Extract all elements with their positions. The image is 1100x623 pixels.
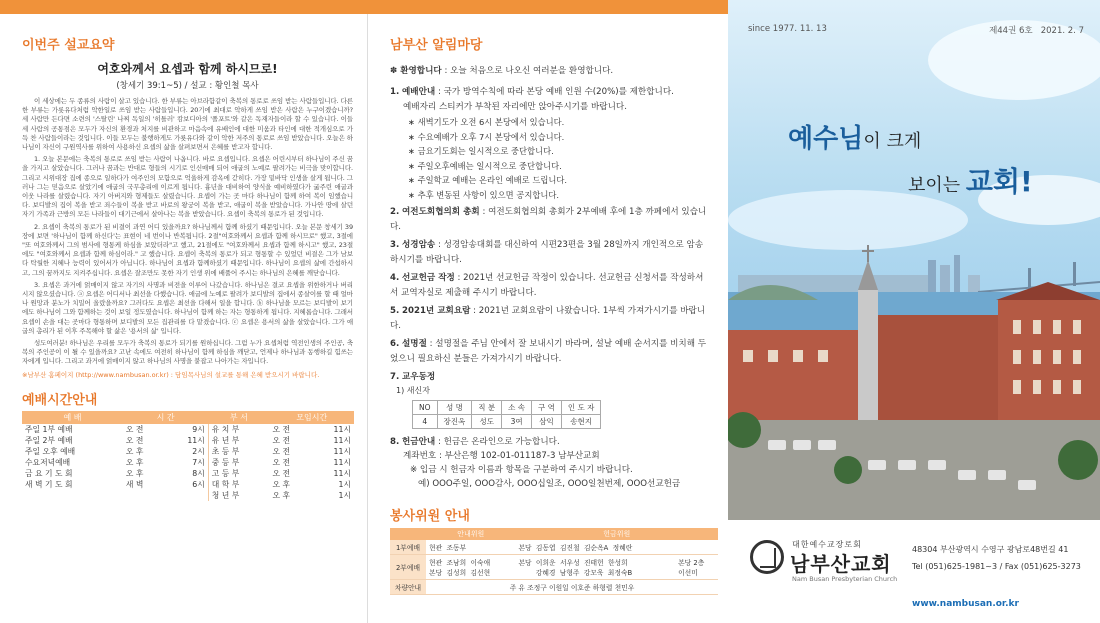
worship-cell: 오 전 <box>272 446 291 456</box>
worship-cell: 11시 <box>333 446 351 456</box>
church-name: 남부산교회 <box>790 552 892 576</box>
bullet-item: ∗ 주일오후예배는 일시적으로 중단합니다. <box>408 160 562 171</box>
sermon-section-title: 이번주 설교요약 <box>22 38 115 53</box>
newcomer-cell: 송현지 <box>561 415 601 429</box>
worship-cell: 고 등 부 <box>208 468 269 479</box>
notice-label: 성경암송 <box>402 240 436 250</box>
church-website-link[interactable]: www.nambusan.or.kr <box>912 599 1019 609</box>
church-english-name: Nam Busan Presbyterian Church <box>792 575 898 583</box>
church-logo-icon <box>750 540 784 574</box>
sermon-paragraph: 1. 오늘 본문에는 축복의 통로로 쓰임 받는 사람이 나옵니다. 바로 요셉입니다. 요셉은 어린시부터 하나님이 주신 꿈을 가지고 살았습니다. 그러나 꿈과는 반대로 형들의 시기로 인신매매 되어 애굽의 노예로 팔려가는 비극을 맞이합니다. 그리고 시위대장 집에 종으로 일하다가 여주인의 모함으로 억울하게 감옥에 갇히다. 가장 밑바닥 인생을 살게 됩니다. 그러나 그는 믿음으로 살았기에 애굽의 국무총리에 이르게 됩니다. 흉년을 대비하여 양식을 예비하였다가 굶주린 애굽과 이웃 나라를 살렸습니다. 자기 아버지와 형제들도 살렸습니다. 요셉이 가는 곳 마다 하나님이 함께 하여 복이 임했습니다. 보디발의 집이 복을 받고 죄수들이 복을 받고 바로의 왕궁이 복을 받고, 애굽이 복을 받았습니다. 가나안 땅에 살던 자기 가족과 근방의 모든 나라들이 대기근에서 살아나는 복을 받았습니다. 요셉이 축복의 통로가 된 것입니다. <box>22 155 353 219</box>
worship-cell: 오 후 <box>125 468 144 478</box>
sermon-paragraph: 이 세상에는 두 종류의 사람이 살고 있습니다. 한 부류는 아브라함같이 축복의 통로로 쓰임 받는 사람들입니다. 다른 한 부류는 가롯유다처럼 악한일로 쓰임 받는 사람들입니다. 20기에 최대로 악하게 쓰임 받은 사람은 누구이겠습니까? 세 사람만 든다면 소련의 '스탈린' 나찌 독일의 '히틀러' 캄보디아의 '폴포트'와 같은 독재자들이라 할 수 있습니다. 이들 세 사람의 공통점은 모두가 자신의 환경과 처지를 비관하고 마음속에 유배인에 대한 미움과 타인에 대한 적개심으로 가득 찬 사람들이라는 것입니다. 이들 모두는 불행하게도 가룟유다와 같이 악한 저주의 통로로 쓰임 받았습니다. 오늘은 하나님이 자신이 구원역사를 위하여 사용하신 요셉의 삶을 살펴보면서 은혜를 받고자 합니다. <box>22 97 353 152</box>
worship-row <box>22 490 354 501</box>
notice-label: 예배안내 <box>402 87 436 97</box>
newcomer-cell: 4 <box>413 415 438 429</box>
volunteer-header: 안내위원 <box>426 528 515 540</box>
newcomer-cell: 3여 <box>502 415 532 429</box>
slogan-line-1: 예수님이 크게 <box>788 124 922 154</box>
worship-cell: 새 벽 기 도 회 <box>25 479 73 489</box>
worship-row <box>22 424 354 435</box>
newcomer-table <box>412 400 601 429</box>
worship-cell: 오 후 <box>272 479 291 489</box>
welcome-notice: ✽ 환영합니다 : 오늘 처음으로 나오신 여러분을 환영합니다. <box>390 66 614 76</box>
bank-account: 계좌번호 : 부산은행 102-01-011187-3 남부산교회 <box>403 451 600 461</box>
newcomer-cell: 성도 <box>472 415 502 429</box>
worship-cell: 오 전 <box>125 435 144 445</box>
worship-cell: 오 후 <box>125 457 144 467</box>
newcomer-header: 구 역 <box>532 401 562 415</box>
worship-row <box>22 479 354 490</box>
worship-row <box>22 446 354 457</box>
cover-column <box>728 0 1100 623</box>
worship-table <box>22 411 354 501</box>
notice-text: : 헌금은 온라인으로 가능합니다. <box>435 437 560 447</box>
notice-label: 2021년 교회요람 <box>402 306 471 316</box>
notice-text: 예배자리 스티커가 부착된 자리에만 앉아주시기를 바랍니다. <box>403 102 627 112</box>
worship-cell: 오 전 <box>272 424 291 434</box>
worship-cell: 주일 1부 예배 <box>25 424 73 434</box>
notice-3: 3. 성경암송 : 성경암송대회를 대신하여 시편23편을 3월 28일까지 개인적으로 암송하시기를 바랍니다. <box>390 240 704 265</box>
offering-note: ※ 입금 시 헌금자 이름과 항목을 구분하여 주시기 바랍니다. <box>410 465 633 475</box>
volunteer-cell <box>675 540 718 555</box>
issue-info: 제44권 6호 2021. 2. 7 <box>989 26 1084 36</box>
notice-2: 2. 여전도회협의회 총회 : 여전도회협의회 총회가 2부예배 후에 1층 까페에서 있습니다. <box>390 207 707 232</box>
worship-cell <box>22 490 123 501</box>
offering-example: 예) OOO주일, OOO감사, OOO십일조, OOO일천번제, OOO선교헌금 <box>418 479 681 489</box>
notice-label: 설명절 <box>402 339 427 349</box>
newcomer-cell: 장진옥 <box>437 415 472 429</box>
worship-cell: 오 후 <box>272 490 291 500</box>
worship-row <box>22 468 354 479</box>
volunteer-cell: 주 유 조정구 이원일 이호준 하형렬 천민우 <box>426 580 718 595</box>
sermon-body <box>22 97 353 367</box>
bullet-item: ∗ 주일학교 예배는 온라인 예배로 드립니다. <box>408 175 568 185</box>
notice-label: 교우동정 <box>402 372 436 382</box>
worship-cell: 주일 오후 예배 <box>25 446 76 456</box>
notice-label: 여전도회협의회 총회 <box>402 207 480 217</box>
volunteer-row <box>390 580 718 595</box>
notice-text: : 설명절을 주님 안에서 잘 보내시기 바라며, 설날 예배 순서지를 비치해 두었으니 필요하신 분들은 가져가시기 바랍니다. <box>390 339 707 364</box>
volunteer-row <box>390 540 718 555</box>
worship-cell: 1시 <box>338 490 351 500</box>
top-orange-bar <box>0 0 728 14</box>
sermon-column <box>0 14 368 623</box>
notice-1-bullets <box>390 115 710 202</box>
volunteer-cell: 현관 조남희 이숙애 본당 김성희 김선현 <box>426 555 515 580</box>
volunteer-cell: 본당 김동엽 김진철 김순옥A 정혜란 <box>515 540 675 555</box>
worship-cell: 6시 <box>192 479 205 489</box>
worship-cell: 오 전 <box>272 435 291 445</box>
newcomer-subheading: 1) 새신자 <box>396 386 430 395</box>
notice-7: 7. 교우동정 1) 새신자 <box>390 370 710 397</box>
worship-cell: 오 전 <box>125 424 144 434</box>
church-address: 48304 부산광역시 수영구 광남로48번길 41 <box>912 545 1069 554</box>
bullet-item: ∗ 수요예배가 오후 7시 본당에서 있습니다. <box>408 131 565 142</box>
cover-meta <box>748 24 1084 36</box>
notice-label: 헌금안내 <box>402 437 436 447</box>
worship-header: 부 서 <box>208 411 269 424</box>
denomination: 대한예수교장로회 <box>792 540 862 549</box>
volunteer-cell: 본당 2층 이선미 <box>675 555 718 580</box>
worship-header: 모임시간 <box>270 411 355 424</box>
worship-cell: 11시 <box>333 457 351 467</box>
worship-cell: 2시 <box>192 446 205 456</box>
sermon-subtitle: (창세기 39:1~5) / 설교 : 황인철 목사 <box>116 81 259 91</box>
church-info-footer <box>728 520 1100 623</box>
bullet-item: ∗ 새벽기도가 오전 6시 본당에서 있습니다. <box>408 117 565 127</box>
church-photo-illustration <box>728 0 1100 520</box>
volunteer-row <box>390 555 718 580</box>
worship-row <box>22 457 354 468</box>
worship-cell: 11시 <box>333 468 351 478</box>
notice-text: : 2021년 교회요람이 나왔습니다. 1부씩 가져가시기를 바랍니다. <box>390 306 706 331</box>
worship-cell: 오 후 <box>125 446 144 456</box>
notice-5: 5. 2021년 교회요람 : 2021년 교회요람이 나왔습니다. 1부씩 가져가시기를 바랍니다. <box>390 306 706 331</box>
worship-header: 시 간 <box>123 411 208 424</box>
worship-row <box>22 435 354 446</box>
bullet-item: ∗ 금요기도회는 일시적으로 중단합니다. <box>408 146 554 156</box>
worship-cell: 11시 <box>333 424 351 434</box>
worship-cell: 새 벽 <box>125 479 144 489</box>
worship-cell: 유 치 부 <box>208 424 269 435</box>
newcomer-header: 소 속 <box>502 401 532 415</box>
notice-6: 6. 설명절 : 설명절을 주님 안에서 잘 보내시기 바라며, 설날 예배 순서지를 비치해 두었으니 필요하신 분들은 가져가시기 바랍니다. <box>390 339 707 364</box>
worship-cell <box>165 490 208 501</box>
sermon-title: 여호와께서 요셉과 함께 하시므로! <box>97 62 278 76</box>
slogan-line-2: 보이는 교회! <box>908 165 1033 198</box>
newcomer-header: NO <box>413 401 438 415</box>
sermon-paragraph: 성도여러분! 하나님은 우리를 모두가 축복의 통로가 되기를 원하십니다. 그럼 누가 요셉처럼 역전인생의 주인공, 축복의 주인공이 이 될 수 있을까요? 고난 속에도 여전히 하나님이 함께 하심을 깨닫고, 언제나 하나님과 동행하길 힘쓰는 자에게 입니다. 그리고 과거에 얽매이지 않고 하나님의 사명을 붙잡고 나아가는 자입니다. <box>22 339 353 366</box>
notice-1: 1. 예배안내 : 국가 방역수칙에 따라 본당 예배 인원 수(20%)를 제한합니다. 예배자리 스티커가 부착된 자리에만 앉아주시기를 바랍니다. ∗ 새벽기도가 오전 6시 본당에서 있습니다. ∗ 수요예배가 오후 7시 본당에서 있습니다. ∗ 금요기도회는 일시적으로 중단합니다. ∗ 주일오후예배는 일시적으로 중단합니다. ∗ 주일학교 예배는 온라인 예배로 드립니다. ∗ 추후 변동된 사항이 있으면 공지합니다. <box>390 85 710 202</box>
welcome-label: 환영합니다 <box>400 66 442 76</box>
notice-8: 8. 헌금안내 : 헌금은 온라인으로 가능합니다. 계좌번호 : 부산은행 102-01-011187-3 남부산교회 ※ 입금 시 헌금자 이름과 항목을 구분하여 주시기 바랍니다. 예) OOO주일, OOO감사, OOO십일조, OOO일천번제, OOO선교헌금 <box>390 435 710 491</box>
worship-cell: 1시 <box>338 479 351 489</box>
worship-cell: 초 등 부 <box>208 446 269 457</box>
worship-cell: 청 년 부 <box>208 490 269 501</box>
notice-text: : 국가 방역수칙에 따라 본당 예배 인원 수(20%)를 제한합니다. <box>435 87 674 97</box>
sermon-paragraph: 2. 요셉이 축복의 통로가 된 비결이 과연 어디 있을까요? 하나님께서 함께 하셨기 때문입니다. 오늘 본문 창세기 39장에 보면 '하나님이 함께 하신다'는 표현이 네 번이나 반복됩니다. 2절"여호와께서 요셉과 함께 하시므로" 했고, 3절에 "또 여호와께서 그의 범사에 형통케 하심을 보았더라"고 했고, 21절에도 "여호와께서 요셉과 함께 하시고" 했고, 23절에도 "여호와께서 요셉과 함께 하심이라." 고 했습니다. 요셉이 축복의 통로가 되고 형통할 수 있었던 비결은 그가 남보다 탁월한 지혜나 능력이 있어서가 아닙니다. 하나님이 요셉과 함께하셨기 때문입니다. 하나님이 요셉의 삶에 간섭하시고, 그의 꿈까지도 지켜주십니다. 요셉은 잘조만도 못한 자기 인생 위에 배풀어 주시는 하나님의 은혜를 깨닫습니다. <box>22 222 353 277</box>
cover-photo-area <box>728 0 1100 520</box>
worship-cell: 오 전 <box>272 457 291 467</box>
sermon-paragraph: 3. 요셉은 과거에 얽매이지 않고 자기의 사명과 비전을 이루어 나갔습니다. 하나님은 결코 요셉을 위한하거나 버리시지 않으셨습니다. ⓐ 요셉은 어디서나 최선을 다했습니다. 애굽에 노예로 팔려가 보디발의 집에서 종살이를 할 때 얼마나 원망과 분노가 치밀어 올랐을까요? 그러다도 요셉은 최선을 다해서 일을 합니다. ⓑ 하나님을 모르는 보디발이 보기에도 하나님이 그와 함께하는 것이 보일 정도였습니다. 하나님이 함께 하는 자는 형통하게 됩니다. 지혜롭습니다. 그래서 요셉이 손을 대는 곳마다 형통하며 보디발의 모든 집관리를 다 맡겼습니다. ⓒ 요셉은 용서의 삶을 살았습니다. 그가 애굽의 총리가 된 이후 주목해야 할 삶은 '용서의 삶' 입니다. <box>22 280 353 335</box>
worship-cell: 11시 <box>333 435 351 445</box>
worship-cell: 주일 2부 예배 <box>25 435 73 445</box>
notice-text: : 여전도회협의회 총회가 2부예배 후에 1층 까페에서 있습니다. <box>390 207 707 232</box>
news-column <box>368 14 728 623</box>
volunteer-cell: 현관 조동부 <box>426 540 515 555</box>
homepage-footnote: ※남부산 홈페이지 (http://www.nambusan.or.kr) : 담임목사님의 설교를 통해 은혜 받으시기 바랍니다. <box>22 370 320 379</box>
since-date: since 1977. 11. 13 <box>748 24 827 34</box>
worship-cell: 8시 <box>192 468 205 478</box>
volunteer-section-title: 봉사위원 안내 <box>390 509 470 524</box>
newcomer-header: 인 도 자 <box>561 401 601 415</box>
news-section-title: 남부산 알림마당 <box>390 38 483 53</box>
worship-cell: 오 전 <box>272 468 291 478</box>
worship-header: 예 배 <box>22 411 123 424</box>
worship-cell: 유 년 부 <box>208 435 269 446</box>
newcomer-cell: 삼익 <box>532 415 562 429</box>
volunteer-row-label: 2부예배 <box>390 555 426 580</box>
worship-cell: 금 요 기 도 회 <box>25 468 73 478</box>
worship-cell: 중 등 부 <box>208 457 269 468</box>
notice-text: : 성경암송대회를 대신하여 시편23편을 3월 28일까지 개인적으로 암송하시기를 바랍니다. <box>390 240 704 265</box>
newcomer-header: 성 명 <box>437 401 472 415</box>
volunteer-row-label: 1부예배 <box>390 540 426 555</box>
notice-4: 4. 선교헌금 작정 : 2021년 선교헌금 작정이 있습니다. 선교헌금 신청서를 작성하셔서 교역자실로 제출해 주시기 바랍니다. <box>390 273 704 298</box>
notice-text: : 2021년 선교헌금 작정이 있습니다. 선교헌금 신청서를 작성하셔서 교역자실로 제출해 주시기 바랍니다. <box>390 273 704 298</box>
volunteer-header: 헌금위원 <box>515 528 718 540</box>
worship-cell <box>123 490 165 501</box>
worship-cell: 11시 <box>187 435 205 445</box>
worship-cell: 수요저녁예배 <box>25 457 71 467</box>
volunteer-cell: 본당 이희운 서우성 진태헌 한성희 강혜경 남형주 강모욱 최정숙B <box>515 555 675 580</box>
worship-cell: 9시 <box>192 424 205 434</box>
worship-cell: 대 학 부 <box>208 479 269 490</box>
worship-section-title: 예배시간안내 <box>22 392 98 408</box>
newcomer-header: 직 분 <box>472 401 502 415</box>
volunteer-row-label: 차량안내 <box>390 580 426 595</box>
church-phone: Tel (051)625-1981~3 / Fax (051)625-3273 <box>912 562 1081 571</box>
welcome-text: : 오늘 처음으로 나오신 여러분을 환영합니다. <box>441 66 614 76</box>
notice-label: 선교헌금 작정 <box>402 273 455 283</box>
volunteer-table <box>390 528 718 595</box>
worship-cell: 7시 <box>192 457 205 467</box>
bullet-item: ∗ 추후 변동된 사항이 있으면 공지합니다. <box>408 189 560 200</box>
